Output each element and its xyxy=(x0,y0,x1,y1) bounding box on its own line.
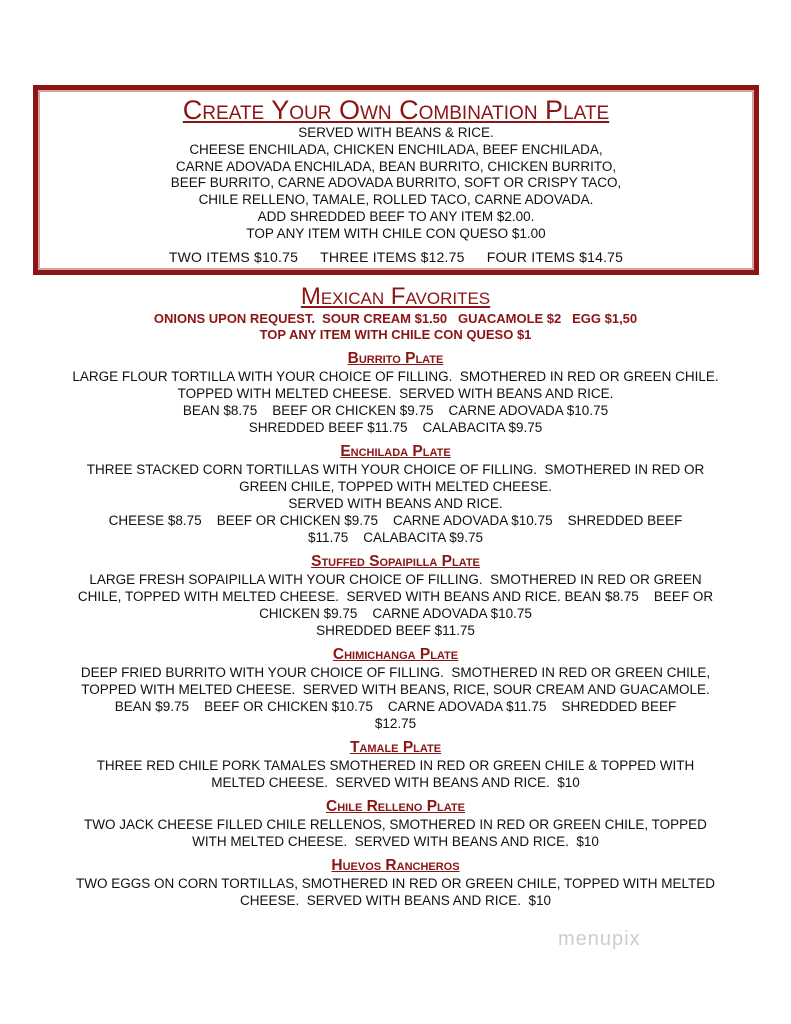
menu-item-line: CHEESE. SERVED WITH BEANS AND RICE. $10 xyxy=(239,893,552,908)
combination-line: CHILE RELLENO, TAMALE, ROLLED TACO, CARNE ADOVADA. xyxy=(198,192,594,208)
menu-item-title: Stuffed Sopaipilla Plate xyxy=(311,553,480,570)
mexican-favorites-section xyxy=(0,283,791,909)
menu-item-line: WITH MELTED CHEESE. SERVED WITH BEANS AND RICE. $10 xyxy=(192,834,599,849)
menu-item-title: Huevos Rancheros xyxy=(331,857,460,874)
menu-item-line: THREE RED CHILE PORK TAMALES SMOTHERED IN RED OR GREEN CHILE & TOPPED WITH xyxy=(96,758,695,773)
menu-item-line: CHILE, TOPPED WITH MELTED CHEESE. SERVED WITH BEANS AND RICE. BEAN $8.75 BEEF OR xyxy=(77,589,714,604)
menu-item xyxy=(0,553,791,639)
menu-item-line: TWO JACK CHEESE FILLED CHILE RELLENOS, SMOTHERED IN RED OR GREEN CHILE, TOPPED xyxy=(84,817,707,832)
menu-item-title: Enchilada Plate xyxy=(340,443,451,460)
combination-line: CHEESE ENCHILADA, CHICKEN ENCHILADA, BEEF ENCHILADA, xyxy=(189,141,603,157)
menu-item-line: TOPPED WITH MELTED CHEESE. SERVED WITH BEANS AND RICE. xyxy=(177,386,614,401)
price-two-items: TWO ITEMS $10.75 xyxy=(168,248,299,265)
menu-item-line: MELTED CHEESE. SERVED WITH BEANS AND RICE. $10 xyxy=(211,775,580,790)
menu-item-line: $11.75 CALABACITA $9.75 xyxy=(307,530,484,545)
price-four-items: FOUR ITEMS $14.75 xyxy=(486,248,624,265)
combination-line: ADD SHREDDED BEEF TO ANY ITEM $2.00. xyxy=(257,208,535,224)
menu-item-line: BEAN $9.75 BEEF OR CHICKEN $10.75 CARNE ADOVADA $11.75 SHREDDED BEEF xyxy=(114,699,677,714)
menu-item-line: SERVED WITH BEANS AND RICE. xyxy=(288,496,503,511)
combination-prices xyxy=(38,249,754,265)
menu-item-line: SHREDDED BEEF $11.75 CALABACITA $9.75 xyxy=(248,420,543,435)
menu-item-line: TWO EGGS ON CORN TORTILLAS, SMOTHERED IN RED OR GREEN CHILE, TOPPED WITH MELTED xyxy=(75,876,716,891)
combination-line: CARNE ADOVADA ENCHILADA, BEAN BURRITO, CHICKEN BURRITO, xyxy=(175,158,617,174)
favorites-note: TOP ANY ITEM WITH CHILE CON QUESO $1 xyxy=(259,327,532,342)
menu-item xyxy=(0,646,791,732)
menu-item-line: SHREDDED BEEF $11.75 xyxy=(316,623,475,638)
menu-item-line: $12.75 xyxy=(374,716,417,731)
combination-line: TOP ANY ITEM WITH CHILE CON QUESO $1.00 xyxy=(246,225,546,241)
menu-item-title: Burrito Plate xyxy=(347,350,444,367)
menu-item-line: CHICKEN $9.75 CARNE ADOVADA $10.75 xyxy=(259,606,532,621)
price-three-items: THREE ITEMS $12.75 xyxy=(320,248,465,265)
menu-item-title: Tamale Plate xyxy=(349,739,442,756)
combination-title: Create Your Own Combination Plate xyxy=(182,95,610,125)
watermark-logo: menupix xyxy=(558,928,641,950)
menu-item-line: TOPPED WITH MELTED CHEESE. SERVED WITH BEANS, RICE, SOUR CREAM AND GUACAMOLE. xyxy=(81,682,710,697)
menu-item xyxy=(0,857,791,909)
menu-item xyxy=(0,350,791,436)
menu-item-line: DEEP FRIED BURRITO WITH YOUR CHOICE OF FILLING. SMOTHERED IN RED OR GREEN CHILE, xyxy=(80,665,711,680)
menu-item xyxy=(0,443,791,546)
favorites-title: Mexican Favorites xyxy=(300,283,491,310)
menu-item-line: CHEESE $8.75 BEEF OR CHICKEN $9.75 CARNE ADOVADA $10.75 SHREDDED BEEF xyxy=(108,513,683,528)
menu-item-title: Chimichanga Plate xyxy=(332,646,459,663)
combination-plate-box xyxy=(33,85,759,275)
menu-item xyxy=(0,739,791,791)
menu-item-line: GREEN CHILE, TOPPED WITH MELTED CHEESE. xyxy=(239,479,552,494)
menu-item xyxy=(0,798,791,850)
favorites-note: ONIONS UPON REQUEST. SOUR CREAM $1.50 GUACAMOLE $2 EGG $1,50 xyxy=(153,311,638,326)
menu-item-line: LARGE FLOUR TORTILLA WITH YOUR CHOICE OF FILLING. SMOTHERED IN RED OR GREEN CHILE. xyxy=(72,369,719,384)
menu-item-line: LARGE FRESH SOPAIPILLA WITH YOUR CHOICE OF FILLING. SMOTHERED IN RED OR GREEN xyxy=(89,572,702,587)
menu-item-title: Chile Relleno Plate xyxy=(326,798,465,815)
combination-line: BEEF BURRITO, CARNE ADOVADA BURRITO, SOFT OR CRISPY TACO, xyxy=(170,175,622,191)
menu-item-line: THREE STACKED CORN TORTILLAS WITH YOUR CHOICE OF FILLING. SMOTHERED IN RED OR xyxy=(86,462,705,477)
menu-item-line: BEAN $8.75 BEEF OR CHICKEN $9.75 CARNE ADOVADA $10.75 xyxy=(182,403,609,418)
combination-line: SERVED WITH BEANS & RICE. xyxy=(298,125,494,140)
